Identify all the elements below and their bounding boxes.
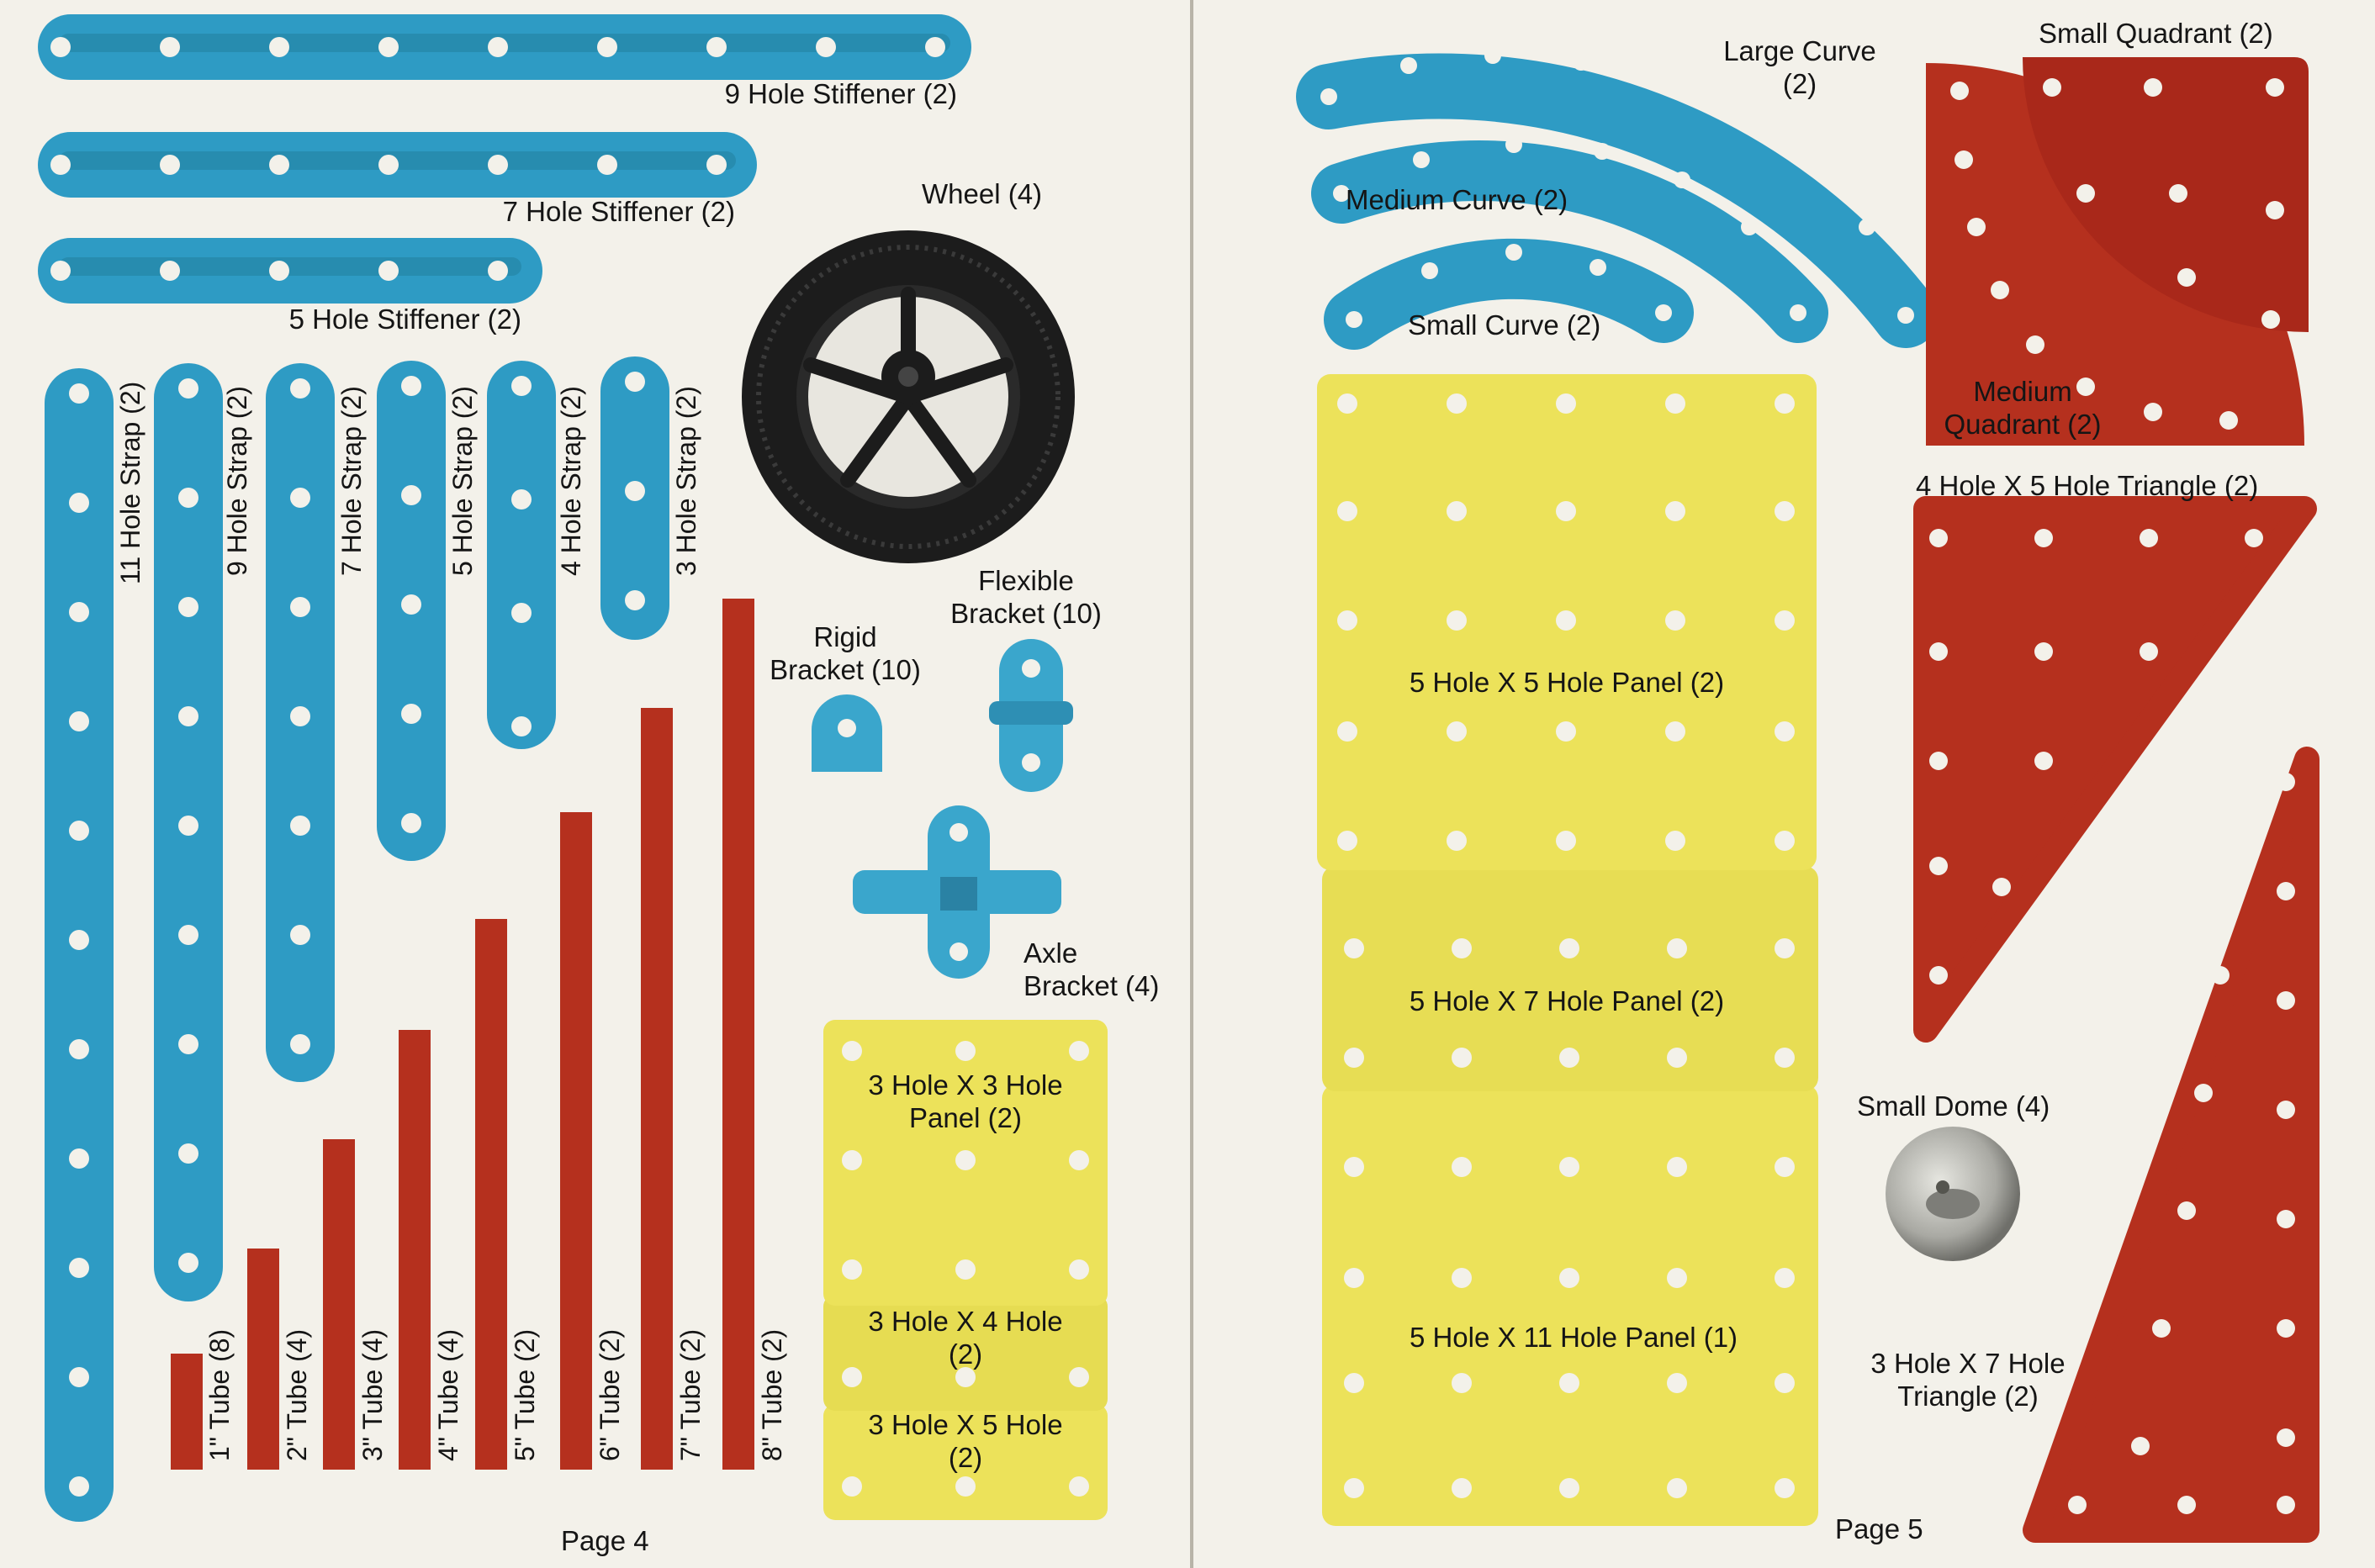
hole [1337, 393, 1357, 414]
rigid-bracket-label-line2: Bracket (10) [770, 654, 921, 685]
large-curve-label-line1: Large Curve [1723, 35, 1876, 66]
strap-5-hole-label: 5 Hole Strap (2) [447, 386, 478, 576]
hole [1967, 218, 1986, 236]
strap-11-hole-label: 11 Hole Strap (2) [115, 381, 145, 584]
hole [1452, 1048, 1472, 1068]
hole [69, 1148, 89, 1169]
hole [1665, 721, 1685, 742]
hole [1452, 1478, 1472, 1498]
hole [401, 813, 421, 833]
hole [2144, 78, 2162, 97]
hole [160, 37, 180, 57]
hole [1655, 304, 1672, 321]
hole [290, 925, 310, 945]
hole [2277, 773, 2295, 791]
hole [1556, 610, 1576, 631]
hole [2219, 411, 2238, 430]
hole [1559, 938, 1579, 958]
hole [1022, 659, 1040, 678]
small-dome-label: Small Dome (4) [1857, 1090, 2050, 1122]
hole [69, 602, 89, 622]
rigid-bracket [812, 694, 882, 772]
hole [50, 37, 71, 57]
hole [1667, 1157, 1687, 1177]
hole [290, 816, 310, 836]
hole [1667, 1048, 1687, 1068]
strap-7-hole-label: 7 Hole Strap (2) [336, 386, 367, 576]
hole [2277, 882, 2295, 900]
flexible-bracket-label [942, 564, 1110, 630]
strap-4-hole-label: 4 Hole Strap (2) [556, 386, 586, 576]
hole [1775, 1048, 1795, 1068]
hole [2140, 642, 2158, 661]
panel-3x5-label [823, 1408, 1108, 1474]
hole [1775, 1478, 1795, 1498]
hole [1400, 57, 1417, 74]
hole [597, 37, 617, 57]
hole [401, 704, 421, 724]
hole [1590, 259, 1606, 276]
hole [1069, 1259, 1089, 1280]
hole [1344, 1478, 1364, 1498]
hole [1741, 109, 1758, 126]
hole [1929, 857, 1948, 875]
stiffener-5-hole-label: 5 Hole Stiffener (2) [288, 304, 521, 335]
hole [269, 37, 289, 57]
triangle-3x7-label [1854, 1347, 2081, 1412]
panel-3x5-label-line2: (2) [948, 1442, 983, 1473]
hole [925, 37, 945, 57]
hole [178, 378, 198, 399]
tube-7-inch-label: 7" Tube (2) [675, 1328, 706, 1461]
hole [378, 261, 399, 281]
hole [1775, 1157, 1795, 1177]
hole [955, 1259, 976, 1280]
medium-quadrant-label-line2: Quadrant (2) [1944, 409, 2102, 440]
strap-4-hole [487, 361, 556, 749]
hole [1344, 1157, 1364, 1177]
triangle-3x7-label-line2: Triangle (2) [1897, 1381, 2039, 1412]
hole [1452, 1373, 1472, 1393]
hole [1447, 501, 1467, 521]
hole [178, 706, 198, 726]
hole [511, 489, 532, 509]
hole [178, 816, 198, 836]
strap-9-hole-label: 9 Hole Strap (2) [222, 386, 252, 576]
hole [69, 1039, 89, 1059]
hole [1929, 642, 1948, 661]
hole [1069, 1150, 1089, 1170]
hole [1556, 501, 1576, 521]
hole [1447, 610, 1467, 631]
hole [401, 376, 421, 396]
hole [1447, 721, 1467, 742]
tube-6-inch-label: 6" Tube (2) [595, 1328, 625, 1461]
hole [2043, 78, 2061, 97]
hole [290, 1034, 310, 1054]
panel-5x7-label: 5 Hole X 7 Hole Panel (2) [1409, 985, 1725, 1016]
hole [597, 155, 617, 175]
strap-3-hole-label: 3 Hole Strap (2) [671, 386, 701, 576]
hole [69, 493, 89, 513]
panel-5x5-label: 5 Hole X 5 Hole Panel (2) [1409, 667, 1725, 698]
hole [178, 597, 198, 617]
tube-3-inch-label: 3" Tube (4) [357, 1328, 388, 1461]
hole [1775, 1268, 1795, 1288]
hole [69, 930, 89, 950]
hole [2144, 403, 2162, 421]
hole [2277, 991, 2295, 1010]
hole [50, 261, 71, 281]
axle-bracket-label [1024, 937, 1159, 1002]
hole [2068, 1496, 2087, 1514]
hole [625, 481, 645, 501]
tube-3-inch [323, 1139, 355, 1470]
hole [1344, 1048, 1364, 1068]
wheel [742, 230, 1075, 563]
small-quadrant-label: Small Quadrant (2) [2039, 18, 2273, 49]
hole [1954, 150, 1973, 169]
hole [1741, 219, 1758, 235]
hole [1484, 47, 1501, 64]
panel-5x11 [1322, 1085, 1818, 1526]
hole [401, 485, 421, 505]
hole [2277, 1496, 2295, 1514]
medium-curve-label: Medium Curve (2) [1346, 184, 1568, 215]
stiffener-5-hole [38, 238, 542, 304]
hole [1337, 501, 1357, 521]
hole [269, 155, 289, 175]
hole [1991, 281, 2009, 299]
hole [1950, 82, 1969, 100]
hole [2277, 1319, 2295, 1338]
hole [1337, 831, 1357, 851]
hole [2152, 1319, 2171, 1338]
panel-3x4-label-line1: 3 Hole X 4 Hole [868, 1306, 1063, 1337]
hole [290, 706, 310, 726]
hole [1667, 1478, 1687, 1498]
hole [178, 1143, 198, 1164]
tube-8-inch [722, 599, 754, 1470]
hole [290, 488, 310, 508]
hole [1897, 307, 1914, 324]
hole [1665, 610, 1685, 631]
hole [1559, 1373, 1579, 1393]
hole [2131, 1437, 2150, 1455]
hole [2177, 268, 2196, 287]
axle-bracket-label-line2: Bracket (4) [1024, 970, 1160, 1001]
hole [1594, 143, 1611, 160]
hole [1069, 1041, 1089, 1061]
hole [1447, 393, 1467, 414]
hole [1344, 938, 1364, 958]
triangle-3x7-label-line1: 3 Hole X 7 Hole [1870, 1348, 2066, 1379]
tube-4-inch [399, 1030, 431, 1470]
tube-1-inch [171, 1354, 203, 1470]
large-curve-label [1690, 34, 1909, 100]
hole [2277, 1210, 2295, 1228]
hole [1069, 1476, 1089, 1497]
hole [269, 261, 289, 281]
hole [842, 1041, 862, 1061]
hole [1346, 311, 1362, 328]
panel-5x11-label: 5 Hole X 11 Hole Panel (1) [1409, 1322, 1738, 1353]
hole [178, 1034, 198, 1054]
flexible-bracket-label-line1: Flexible [978, 565, 1074, 596]
hole [1559, 1048, 1579, 1068]
page-5-number: Page 5 [1835, 1513, 1923, 1544]
panel-3x3-label-line2: Panel (2) [909, 1102, 1022, 1133]
hole [160, 261, 180, 281]
tube-5-inch-label: 5" Tube (2) [510, 1328, 540, 1461]
hole [1775, 831, 1795, 851]
hole [706, 155, 727, 175]
hole [1775, 393, 1795, 414]
hole [816, 37, 836, 57]
hole [378, 155, 399, 175]
hole [1559, 1478, 1579, 1498]
tube-5-inch [475, 919, 507, 1470]
hole [2076, 184, 2095, 203]
medium-quadrant-label [1909, 375, 2136, 441]
hole [1929, 529, 1948, 547]
hole [1667, 1268, 1687, 1288]
hole [1505, 136, 1522, 153]
hole [401, 594, 421, 615]
hole [1775, 1373, 1795, 1393]
hole [160, 155, 180, 175]
hole [842, 1150, 862, 1170]
hole [955, 1150, 976, 1170]
tube-8-inch-label: 8" Tube (2) [757, 1328, 787, 1461]
hole [2277, 1101, 2295, 1119]
hole [1667, 938, 1687, 958]
hole [625, 590, 645, 610]
hole [1337, 721, 1357, 742]
hole [2177, 1496, 2196, 1514]
hole [69, 821, 89, 841]
hole [1413, 151, 1430, 168]
page-4-number: Page 4 [561, 1525, 649, 1556]
triangle-3x7 [2035, 759, 2307, 1530]
large-curve-label-line2: (2) [1782, 68, 1817, 99]
hole [1775, 938, 1795, 958]
hole [842, 1476, 862, 1497]
hole [2266, 201, 2284, 219]
hole [2034, 529, 2053, 547]
hole [2277, 1428, 2295, 1447]
hole [488, 261, 508, 281]
hole [706, 37, 727, 57]
hole [1337, 610, 1357, 631]
hole [69, 711, 89, 731]
tube-4-inch-label: 4" Tube (4) [433, 1328, 463, 1461]
hole [2194, 1084, 2213, 1102]
hole [1573, 54, 1590, 71]
hole [69, 1367, 89, 1387]
hole [1452, 1268, 1472, 1288]
hole [1665, 393, 1685, 414]
small-dome [1886, 1127, 2020, 1261]
hole [488, 37, 508, 57]
rigid-bracket-label [757, 620, 934, 686]
hole [69, 1258, 89, 1278]
hole [69, 1476, 89, 1497]
hole [2211, 966, 2230, 985]
tube-6-inch [560, 812, 592, 1470]
hole [378, 37, 399, 57]
hole [488, 155, 508, 175]
hole [1556, 721, 1576, 742]
hole [511, 376, 532, 396]
hole [1929, 752, 1948, 770]
hole [1661, 74, 1678, 91]
hole [1447, 831, 1467, 851]
hole [2261, 310, 2280, 329]
panel-3x4-label [823, 1305, 1108, 1370]
hole [1320, 88, 1337, 105]
hole [50, 155, 71, 175]
axle-bracket-label-line1: Axle [1024, 937, 1078, 969]
hole [1808, 160, 1825, 177]
hole [1929, 966, 1948, 985]
rigid-bracket-label-line1: Rigid [813, 621, 877, 652]
hole [178, 925, 198, 945]
panel-3x3-label [823, 1069, 1108, 1134]
hole [511, 716, 532, 736]
hole [625, 372, 645, 392]
medium-quadrant-label-line1: Medium [1973, 376, 2072, 407]
hole [1665, 501, 1685, 521]
hole [2169, 184, 2187, 203]
hole [955, 1041, 976, 1061]
wheel-label: Wheel (4) [922, 178, 1043, 209]
tube-1-inch-label: 1" Tube (8) [204, 1328, 235, 1461]
hole [1452, 938, 1472, 958]
hole [1452, 1157, 1472, 1177]
panel-3x5-label-line1: 3 Hole X 5 Hole [868, 1409, 1063, 1440]
hole [178, 488, 198, 508]
small-curve-label: Small Curve (2) [1408, 309, 1601, 341]
hole [69, 383, 89, 404]
tube-2-inch [247, 1249, 279, 1470]
triangle-4x5-label: 4 Hole X 5 Hole Triangle (2) [1916, 470, 2259, 501]
stiffener-9-hole-label: 9 Hole Stiffener (2) [724, 78, 957, 109]
hole [1775, 610, 1795, 631]
hole [2177, 1201, 2196, 1220]
hole [1421, 262, 1438, 279]
hole [2026, 335, 2044, 354]
hole [949, 942, 968, 961]
hole [2140, 529, 2158, 547]
hole [1559, 1268, 1579, 1288]
hole [1344, 1373, 1364, 1393]
hole [1022, 753, 1040, 772]
hole [290, 597, 310, 617]
hole [1992, 878, 2011, 896]
hole [1775, 721, 1795, 742]
stiffener-7-hole-label: 7 Hole Stiffener (2) [502, 196, 735, 227]
hole [1790, 304, 1806, 321]
hole [1667, 1373, 1687, 1393]
hole [1665, 831, 1685, 851]
tube-2-inch-label: 2" Tube (4) [282, 1328, 312, 1461]
hole [955, 1476, 976, 1497]
hole [949, 823, 968, 842]
hole [1674, 172, 1690, 188]
hole [2245, 529, 2263, 547]
hole [1859, 219, 1875, 235]
panel-3x4-label-line2: (2) [948, 1338, 983, 1370]
hole [178, 1253, 198, 1273]
hole [1775, 501, 1795, 521]
hole [1505, 244, 1522, 261]
hole [1556, 831, 1576, 851]
hole [2034, 752, 2053, 770]
hole [1559, 1157, 1579, 1177]
flexible-bracket-label-line2: Bracket (10) [950, 598, 1102, 629]
hole [290, 378, 310, 399]
hole [2034, 642, 2053, 661]
tube-7-inch [641, 708, 673, 1470]
hole [842, 1259, 862, 1280]
hole [511, 603, 532, 623]
panel-3x3-label-line1: 3 Hole X 3 Hole [868, 1069, 1063, 1101]
hole [2266, 78, 2284, 97]
hole [1556, 393, 1576, 414]
hole [1344, 1268, 1364, 1288]
